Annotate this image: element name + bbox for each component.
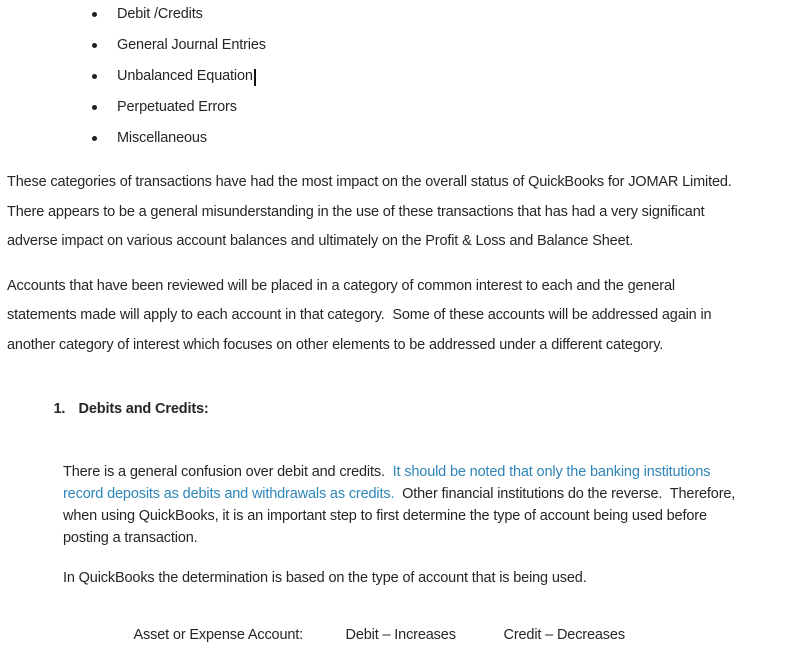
paragraph-account-categories[interactable]: [7, 272, 800, 361]
bullet-item-label: Perpetuated Errors: [117, 99, 237, 115]
section-heading-debits-and-credits[interactable]: [38, 381, 800, 438]
paragraph-quickbooks-determination[interactable]: [63, 569, 800, 588]
paragraph-line: In QuickBooks the determination is based on the type of account that is being used.: [63, 570, 587, 586]
bullet-icon: [92, 136, 97, 141]
bullet-icon: [92, 105, 97, 110]
bullet-icon: [92, 43, 97, 48]
bullet-icon: [92, 12, 97, 17]
paragraph-line: statements made will apply to each account in that category. Some of these accounts will be addressed again in: [7, 307, 712, 323]
paragraph-line: There is a general confusion over debit and credits. It should be noted that only the banking institutions: [63, 464, 711, 480]
credit-effect-label: Credit – Decreases: [503, 627, 625, 643]
bullet-item-miscellaneous[interactable]: [92, 129, 800, 148]
bullet-item-unbalanced-equation[interactable]: [92, 67, 800, 86]
bullet-item-label: Miscellaneous: [117, 130, 207, 146]
paragraph-line: record deposits as debits and withdrawals as credits. Other financial institutions do the reverse. Therefore,: [63, 486, 736, 502]
paragraph-line: There appears to be a general misunderstanding in the use of these transactions that has had a very significant: [7, 203, 705, 220]
paragraph-line: another category of interest which focuses on other elements to be addressed under a different category.: [7, 336, 664, 353]
account-type-label: Asset or Expense Account:: [133, 627, 304, 643]
paragraph-line: adverse impact on various account balances and ultimately on the Profit & Loss and Balance Sheet.: [7, 233, 634, 249]
bullet-item-label: General Journal Entries: [117, 37, 266, 53]
bullet-item-perpetuated-errors[interactable]: [92, 98, 800, 117]
section-number: 1.: [53, 401, 66, 417]
account-type-row[interactable]: [7, 607, 800, 664]
debit-effect-label: Debit – Increases: [345, 627, 456, 643]
section-title: Debits and Credits:: [78, 401, 209, 417]
bullet-item-general-journal-entries[interactable]: [92, 36, 800, 55]
paragraph-line: These categories of transactions have had the most impact on the overall status of QuickBooks for JOMAR Limited.: [7, 174, 732, 190]
paragraph-debit-credit-confusion[interactable]: [63, 461, 800, 549]
bullet-item-label: Unbalanced Equation: [117, 68, 253, 84]
text-cursor: [254, 69, 256, 86]
paragraph-line: posting a transaction.: [63, 530, 198, 546]
bullet-item-debit-credits[interactable]: [92, 5, 800, 24]
bullet-icon: [92, 74, 97, 79]
bullet-list: [92, 5, 800, 148]
paragraph-line: when using QuickBooks, it is an important step to first determine the type of account being used before: [63, 508, 707, 524]
paragraph-line: Accounts that have been reviewed will be placed in a category of common interest to each and the general: [7, 277, 675, 294]
paragraph-impact-overview[interactable]: [7, 168, 800, 257]
bullet-item-label: Debit /Credits: [117, 6, 203, 22]
